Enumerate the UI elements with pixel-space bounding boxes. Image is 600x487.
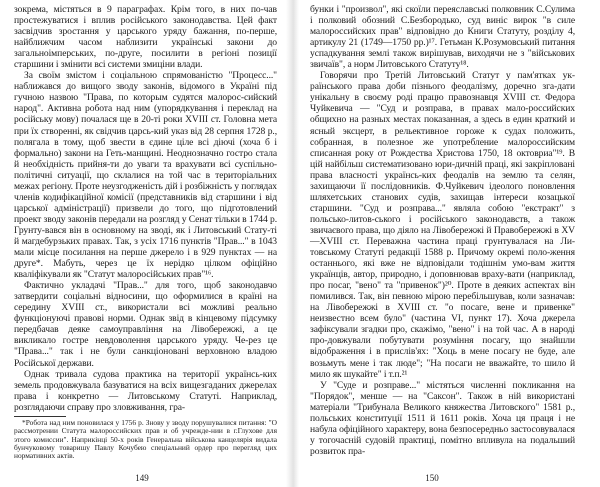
footnote: *Робота над ним поновилася у 1756 р. Знову у зводу порушувалися питання: "О рассмотрении Статута малороссийских прав и об учрежде-нии в г.Глухове для этого комиссии". Наприкінці 50-х років Генеральна військова канцелярія видала бунчуковому товаришу Павлу Кочубею спеціальний ордер про перегляд цих нормативних актів. xyxy=(14,417,277,461)
body-paragraph: Однак тривала судова практика на території українсь-ких земель продовжувала базуватися на всіх вищезгаданих джерелах права і конкретно — Литовському Статуті. Наприклад, розглядаючи справу про зловживання, гра- xyxy=(14,368,277,413)
page-number: 149 xyxy=(135,473,149,483)
body-paragraph: У "Суде и розправе..." містяться численні покликання на "Порядок", менше — на "Саксон". Також в ній використані матеріали "Трибунала Великого княжества Литовского" 1581 р., польських конституції 1511 й 1611 років. Хоча ця праця і не набула офіційного характеру, вона безпосередньо застосовувалася у тогочасній судовій практиці, помітно впливула на подальший розвиток пра- xyxy=(310,379,575,457)
right-page xyxy=(300,0,585,487)
body-paragraph: За своїм змістом і соціальною спрямованістю "Процесс..." наближався до вищого зводу законів, відомого в Україні під гучною назвою "Права, по которым судятся малорос-сийский народ". Активна робота над ним (упорядкування і переклад на російську мову) почалася ще в 20-ті роки XVIII ст. Головна мета при їх створенні, як свідчив царсь-кий указ від 28 серпня 1728 р., полягала в тому, щоб звести в єдине ціле всі діючі (хоча б і формально) закони на Геть-манщині. Неоднозначно гостро стала й необхідність прийня-ти до уваги та врахувати всі суспільно-політичні ситуації, що склалися на той час в територіальних межах регіону. Проте неузгодженість дій і розбіжність у поглядах членів кодифікаційної комісії (представників від старшини і від царської адміністрації) призвели до того, що підготовлений проект зводу законів передали на розгляд у Сенат тільки в 1744 р. Грунту-вався він в основному на зводі, як і Литовський Стату-ті й магдебурзьких правах. Так, з усіх 1716 пунктів "Прав..." в 1043 мали місце посилання на перше джерело і в 929 пунктах — на друге*. Мабуть, через це їх нерідко цілком офіційно кваліфікували як "Статут малоросійських прав"¹⁶. xyxy=(14,70,277,281)
left-page xyxy=(0,0,285,487)
body-paragraph: зокрема, містяться в 9 параграфах. Крім того, в них по-чав простежуватися і вплив російського законодавства. Цей факт засвідчив зростання у царського уряду бажання, по-перше, найближчим часом наблизити українські закони до загальноімперських, по-друге, посилити в регіоні позиції старшини і змінити всі системи змиціни влади. xyxy=(14,4,277,71)
body-paragraph: бунки і "произвол", які скоїли переяславські полковник С.Сулима і полковий обозний С.Безбородько, суд виніс вирок "в силе малороссийских прав" відповідно до Книги Статуту, розділу 4, артикулу 21 (1749—1750 рр.)¹⁷. Гетьман К.Розумовський питання успадкування землі також вирішував, виходячи не з "військових звичаїв", а норм Литовського Статуту¹⁸. xyxy=(310,4,575,71)
body-paragraph: Фактично укладачі "Прав..." для того, щоб законодавчо затвердити соціальні відносини, що оформилися в країні на середину XVIII ст., використали всі можливі реально функціонуючі правові норми. Однак звід в кінцевому підсумку передбачав деяке самоуправління на Лівобережжі, а це викликало гостре невдоволення царського уряду. Че-рез це "Права..." так і не були санкціоновані верховною владою Російської держави. xyxy=(14,280,277,369)
body-paragraph: Говорячи про Третій Литовський Статут у пам'ятках ук-раїнського права доби пізнього феодалізму, доречно зга-дати унікальну в своєму роді працю правознавця XVIII ст. Федора Чуйкевича — "Суд и розправа, в правах мало-российских общихно на разных местах показанная, а здесь в един краткий и ясный эксцерт, в рельективное гороже к судах положить, собранная, в полезное же употребление малороссийским списанная року от Рождества Христова 1750, 18 октовриа"¹⁹. В цій найбільш систематизовано юри-дичній праці, які закріпловані права власності українсь-ких феодалів на землю та селян, захищаючи її послідовників. Ф.Чуйкевич ідеолого поновлення шляхетських станових судів, захищав інтереси козацької старшини. "Суд и розправа..." являла собою "екстракт" з польсько-литов-ського і російського законодавств, а також звичаєвого права, що діяло на Лівобережжі й Правобережжі в XV—XVIII ст. Переважна частина праці грунтувалася на Ли-товському Статуті редакції 1588 р. Причому окремі поло-ження останнього, які вже не відповідали тодішнім умо-вам життя українців, автор, природно, і доповнював враху-вати (наприклад, про посаг, "вено" та "привенок")²⁰. Проте в деяких аспектах він помилився. Так, він певною мірою перебільшував, коли зазначав: на Лівобережжі в XVIII ст. "о посаге, вене и привенке" неизвестно всем було" (частина VI, пункт 17). Хоча джерела зафіксували згадки про, скажімо, "вено" і на той час. А в народі про-довжували побутувати розуміння посагу, що знайшли відображення і в прислів'ях: "Хоць в мене посагу не буде, але возьмуть мене і так люде"; "На посаги не вважайте, то шило й мило як шукайте" і т.п.²¹ xyxy=(310,70,575,380)
page-number: 150 xyxy=(425,473,439,483)
book-gutter xyxy=(286,0,299,487)
footnote-separator xyxy=(14,416,66,417)
